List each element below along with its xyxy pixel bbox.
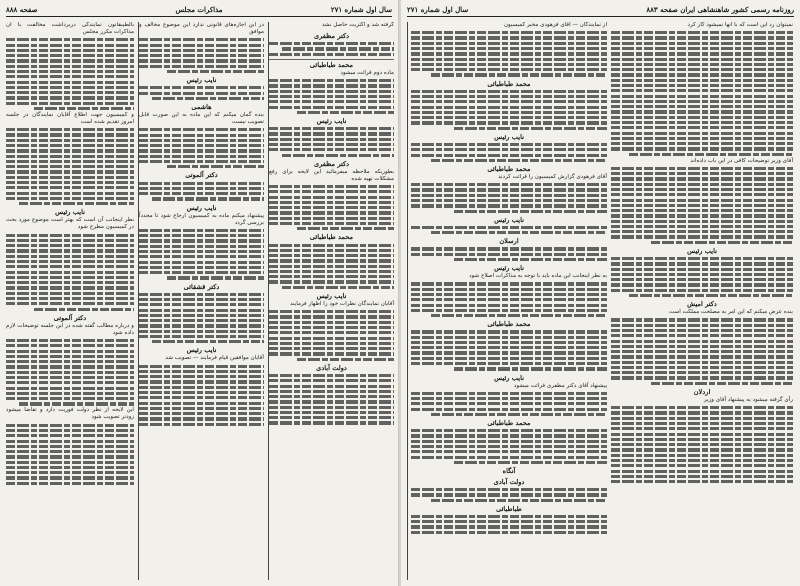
- paragraph: از نمایندگان — آقای فرهودی مخبر کمیسیون: [503, 22, 607, 28]
- paragraph: بنده گمان میکنم که این ماده به این صورت قابل تصویب نیست: [139, 112, 264, 126]
- paragraph: گرفته شد و اکثریت حاصل نشد: [322, 22, 394, 28]
- paragraph: رأی گرفته میشود به پیشنهاد آقای وزیر: [703, 396, 793, 403]
- paragraph: آقایان نمایندگان نظرات خود را اظهار فرمایند: [290, 300, 394, 307]
- right-page-number: صفحه ۸۸۳: [646, 5, 678, 14]
- speaker-heading: دولت آبادی: [493, 477, 525, 486]
- speaker-heading: دکتر مظفری: [313, 32, 350, 41]
- speaker-heading: محمد طباطبائی: [487, 79, 531, 88]
- right-page-issue: سال اول شماره ۲۷۱: [407, 5, 469, 14]
- speaker-heading: دولت آبادی: [316, 363, 347, 372]
- speaker-heading: دکتر مظفری: [313, 159, 350, 168]
- speaker-heading: دکتر امیش: [687, 300, 717, 309]
- left-page-column-3: [268, 22, 394, 580]
- speaker-heading: نایب رئیس: [494, 215, 524, 224]
- left-page-section-title: مذاکرات مجلس: [175, 5, 223, 14]
- speaker-heading: نایب رئیس: [316, 291, 347, 300]
- speaker-heading: دکتر آلموتی: [185, 171, 218, 180]
- right-page: [401, 0, 800, 586]
- speaker-heading: ارسلان: [499, 237, 519, 246]
- right-page-masthead: روزنامه رسمی کشور شاهنشاهی ایران صفحه ۸۸۳: [646, 5, 794, 14]
- speaker-heading: نایب رئیس: [494, 264, 524, 273]
- left-page-column-1: [6, 22, 134, 580]
- paragraph: بالطیبقانون نمایندگی دربرداشت مخالفت با آن مذاکرات مکرر مجلس: [6, 22, 134, 36]
- paragraph: به نظر اینجانب این ماده باید با توجه به مذاکرات اصلاح شود: [469, 273, 607, 280]
- left-page: [0, 0, 399, 586]
- paragraph: ماده دوم قرائت میشود: [340, 69, 394, 76]
- speaker-heading: نایب رئیس: [494, 132, 524, 141]
- paragraph: و کمیسیون جهت اطلاع آقایان نمایندگان در جلسه امروز تقدیم شده است: [6, 111, 134, 126]
- speaker-heading: محمد طباطبائی: [269, 59, 394, 69]
- speaker-heading: محمد طباطبائی: [487, 419, 531, 427]
- speaker-heading: دکتر آلموتی: [53, 313, 87, 322]
- speaker-heading: دکتر قشقائی: [183, 282, 220, 291]
- speaker-heading: محمد طباطبائی: [487, 320, 531, 329]
- paragraph: بنده عرض میکنم که این امر به مصلحت مملکت است: [669, 309, 793, 316]
- speaker-heading: نایب رئیس: [186, 203, 217, 212]
- speaker-heading: طباطبائی: [496, 504, 522, 513]
- speaker-heading: نایب رئیس: [186, 76, 217, 85]
- speaker-heading: نایب رئیس: [494, 373, 524, 382]
- paragraph: در این اجازه‌های قانونی ندارد این موضوع مخالف و موافق: [139, 22, 264, 36]
- paragraph: و درباره مطالب گفته شده در این جلسه توضیحات لازم داده شود: [6, 322, 134, 336]
- left-page-header: [6, 4, 392, 17]
- paragraph: نظر اینجانب آن است که بهتر است موضوع مورد بحث در کمیسیون مطرح شود: [6, 217, 134, 231]
- left-page-number: صفحه ۸۸۸: [6, 5, 38, 14]
- paragraph: آقایان موافقین قیام فرمایند — تصویب شد: [165, 355, 264, 362]
- speaker-heading: نایب رئیس: [55, 208, 85, 217]
- left-page-column-2: [138, 22, 264, 580]
- speaker-heading: هاشمی: [191, 103, 212, 111]
- paragraph: پیشنهاد میکنم ماده به کمیسیون ارجاع شود تا مجدداً بررسی گردد: [139, 212, 264, 226]
- paragraph: پیشنهاد آقای دکتر مظفری قرائت میشود: [513, 382, 607, 389]
- speaker-heading: آنگاه: [502, 466, 516, 475]
- paragraph: آقای فرهودی گزارش کمیسیون را قرائت کردند: [498, 174, 607, 180]
- paragraph: نمیتوان رد این است که با آنها نمیشود کار کرد: [687, 22, 793, 28]
- right-page-column-2: [611, 22, 793, 580]
- speaker-heading: محمد طباطبائی: [487, 165, 531, 173]
- paragraph: بطوریکه ملاحظه میفرمائید این لایحه برای رفع مشکلات تهیه شده: [269, 168, 394, 182]
- speaker-heading: نایب رئیس: [186, 346, 217, 355]
- paragraph: آقای وزیر توضیحات کافی در این باب داده‌اند: [690, 157, 793, 164]
- paragraph: این لایحه از نظر دولت فوریت دارد و تقاضا میشود زودتر تصویب شود: [6, 407, 134, 421]
- speaker-heading: نایب رئیس: [687, 246, 717, 255]
- speaker-heading: اردلان: [693, 387, 711, 396]
- speaker-heading: محمد طباطبائی: [309, 233, 354, 242]
- left-page-issue: سال اول شماره ۲۷۱: [330, 5, 392, 14]
- right-page-column-1: [407, 22, 607, 580]
- speaker-heading: نایب رئیس: [316, 117, 347, 125]
